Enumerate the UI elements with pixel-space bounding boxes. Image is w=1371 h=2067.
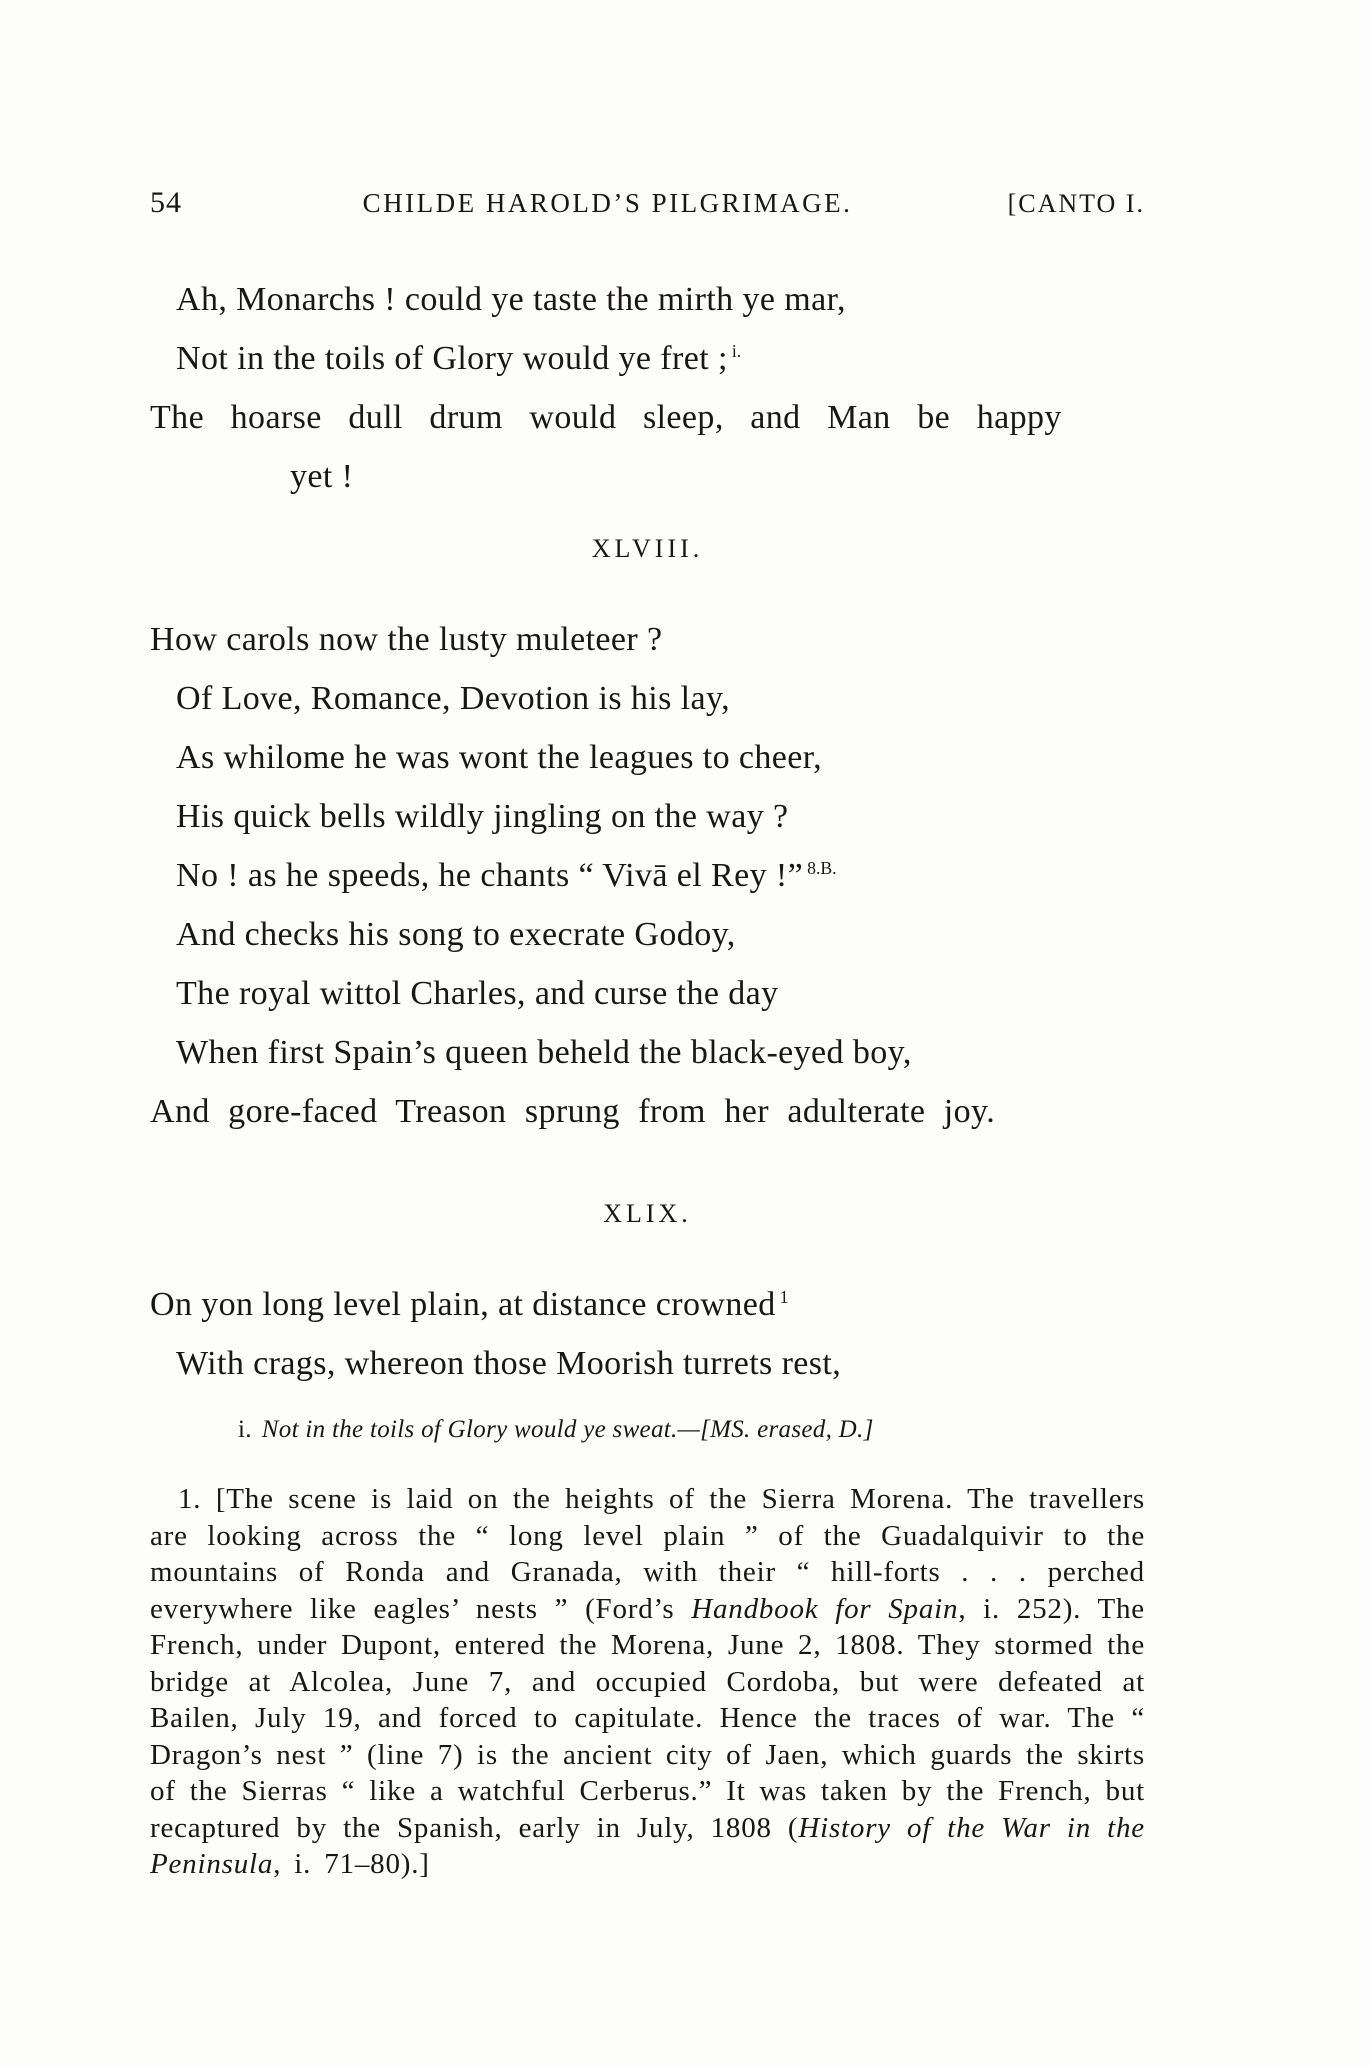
poem-line-text: Not in the toils of Glory would ye fret ; — [176, 340, 728, 377]
stanza-heading-xlviii: XLVIII. — [591, 534, 704, 563]
stanza-heading-xlix: XLIX. — [603, 1199, 692, 1228]
footnote-marker-i: i. — [238, 1416, 252, 1443]
poem-line — [150, 905, 1145, 964]
poem-line-text: When first Spain’s queen beheld the black-eyed boy, — [176, 1034, 912, 1071]
poem-line-text: His quick bells wildly jingling on the way ? — [176, 798, 789, 835]
poem-line-text: With crags, whereon those Moorish turrets rest, — [176, 1345, 842, 1382]
footnote-text-segment: , i. 252). The French, under Dupont, entered the Morena, June 2, 1808. They stormed the bridge at Alcolea, June 7, and occupied Cordoba, but were defeated at Bailen, July 19, and forced to capitulate. Hence the traces of war. The “ Dragon’s nest ” (line 7) is the ancient city of Jaen, which guards the skirts of the Sierras “ like a watchful Cerberus.” It was taken by the French, but recaptured by the Spanish, early in July, 1808 ( — [150, 1592, 1145, 1844]
poem-line-text: As whilome he was wont the leagues to cheer, — [176, 739, 823, 776]
stanza-xlix — [150, 1275, 1145, 1393]
footnote-ref-1: 1 — [779, 1286, 789, 1307]
poem-line-text: Ah, Monarchs ! could ye taste the mirth ye mar, — [176, 281, 846, 318]
poem-line — [150, 1023, 1145, 1082]
page-header — [150, 186, 1145, 220]
footnote-text-segment: 1. [The scene is laid on the heights of the Sierra Morena. The travellers are looking across the “ long level plain ” of the Guadalquivir to the mountains of Ronda and Granada, with their “ hill-forts . . . perched everywhere like eagles’ nests ” (Ford’s — [150, 1483, 1145, 1625]
poem-line — [150, 447, 1145, 506]
poem-line — [150, 846, 1145, 905]
canto-label: [CANTO I. — [1007, 189, 1145, 218]
poem-line — [150, 610, 1145, 669]
poem-line — [150, 1082, 1145, 1141]
footnote-variant-i — [150, 1413, 1145, 1447]
poem-line — [150, 388, 1145, 447]
poem-line — [150, 329, 1145, 388]
stanza-xlviii — [150, 610, 1145, 1141]
poem-line — [150, 964, 1145, 1023]
poem-line-text: And gore-faced Treason sprung from her adulterate joy. — [150, 1093, 996, 1130]
footnote-text-segment: , i. 71–80).] — [273, 1848, 430, 1880]
page-number: 54 — [150, 186, 182, 219]
poem-line-text: The hoarse dull drum would sleep, and Man be happy — [150, 399, 1062, 436]
footnote-editor-1 — [150, 1481, 1145, 1883]
poem-line — [150, 1334, 1145, 1393]
poem-line — [150, 728, 1145, 787]
poem-line — [150, 669, 1145, 728]
poem-line-text: yet ! — [290, 458, 354, 495]
stanza-xlvii-end — [150, 270, 1145, 506]
poem-line — [150, 1275, 1145, 1334]
running-title: CHILDE HAROLD’S PILGRIMAGE. — [362, 188, 853, 218]
footnote-book-title: History of the War in the Peninsula — [150, 1811, 1145, 1880]
poem-line-text: The royal wittol Charles, and curse the day — [176, 975, 779, 1012]
footnote-book-title: Handbook for Spain — [691, 1592, 959, 1625]
poem-line-text: And checks his song to execrate Godoy, — [176, 916, 736, 953]
poem-line-text: How carols now the lusty muleteer ? — [150, 621, 663, 658]
poem-line-text: Of Love, Romance, Devotion is his lay, — [176, 680, 731, 717]
poem-line — [150, 787, 1145, 846]
footnote-ref-i: i. — [731, 340, 742, 361]
poem-line — [150, 270, 1145, 329]
poem-line-text: On yon long level plain, at distance crowned — [150, 1286, 776, 1323]
footnote-ref-8b: 8.B. — [807, 857, 837, 878]
poem-line-text: No ! as he speeds, he chants “ Vivā el Rey !” — [176, 857, 804, 894]
footnote-variant-text: Not in the toils of Glory would ye sweat.—[MS. erased, D.] — [261, 1416, 874, 1443]
